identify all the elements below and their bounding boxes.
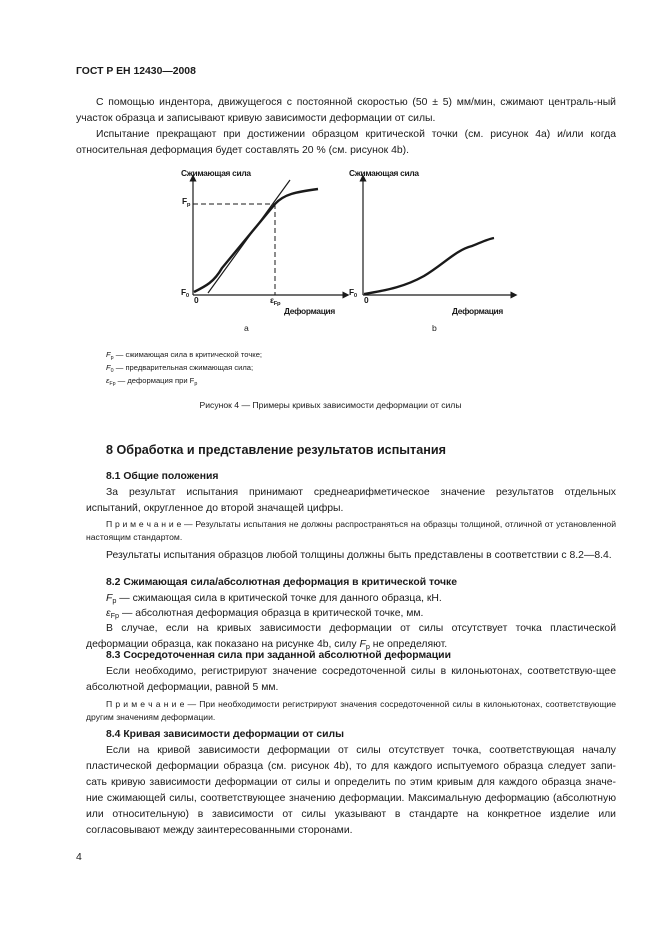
section-8-1-title: 8.1 Общие положения [106,471,219,482]
legend-item-fp: $F_p$ — сжимающая сила в критической точке; [106,350,263,361]
fp-label: $F_p$ [182,196,191,208]
intro-paragraph-1: С помощью индентора, движущегося с постоянной скоростью (50 ± 5) мм/мин, сжимают централь-ный участок образца и записывают кривую зависимости деформации от силы. [76,97,616,124]
legend-item-f0: $F_0$ — предварительная сжимающая сила; [106,363,254,374]
x-axis-label: Деформация [284,306,335,316]
section-8-2-paragraph: В случае, если на кривых зависимости деформации от силы отсутствует точка пластической деформации образца, как показано на рисунке 4b, силу $F_p$ не определяют. [86,623,616,651]
origin-label: 0 [364,295,369,305]
document-id: ГОСТ Р ЕН 12430—2008 [76,66,196,77]
intro-paragraph-2: Испытание прекращают при достижении образцом критической точки (см. рисунок 4а) и/или когда относительная деформация будет составлять 20 % (см. рисунок 4b). [76,129,616,156]
section-8-3-note: П р и м е ч а н и е — При необходимости регистрируют значения сосредоточенной силы в килоньютонах, соответствующие другим значениям деформации. [86,699,617,722]
legend-item-eps: $\varepsilon_{Fp}$ — деформация при $F_p$ [106,376,198,387]
section-8-2-title: 8.2 Сжимающая сила/абсолютная деформация в критической точке [106,577,458,588]
eps-label: $\varepsilon_{Fp}$ [270,295,281,307]
figure-4b [344,168,524,338]
section-8-3-paragraph: Если необходимо, регистрируют значение сосредоточенной силы в килоньютонах, соответствую-щее абсолютной деформации, равной 5 мм. [86,666,616,693]
figure-4b-caption: b [432,323,437,333]
figure-caption: Рисунок 4 — Примеры кривых зависимости деформации от силы [199,400,462,410]
y-axis-label: Сжимающая сила [349,168,419,178]
x-axis-label: Деформация [452,306,503,316]
section-8-4-paragraph: Если на кривой зависимости деформации от силы отсутствует точка, соответствующая началу пластической деформации образца (см. рисунок 4b), то для каждого испытуемого образца следует запи-сать кривую зависимости деформации от силы и определить по этим кривым для каждого образца значе-ние сжимающей силы, соответствующее значению деформации. Максимальную деформацию (абсолютную или относительную) в зависимости от силы указывают в стандарте на конкретное изделие или согласовывают между заинтересованными сторонами. [86,745,616,836]
force-deformation-curve-b [364,238,494,294]
figure-4a-caption: a [244,323,249,333]
origin-label: 0 [194,295,199,305]
section-8-1-paragraph-2: Результаты испытания образцов любой толщины должны быть представлены в соответствии с 8.2—8.4. [106,550,612,561]
section-8-1-note: П р и м е ч а н и е — Результаты испытания не должны распространяться на образцы толщиной, отличной от установленной настоящим стандартом. [86,519,616,542]
section-8-3-title: 8.3 Сосредоточенная сила при заданной абсолютной деформации [106,650,451,661]
figure-4a [176,168,356,338]
section-8-2-line-2: $\varepsilon_{Fp}$ — абсолютная деформация образца в критической точке, мм. [106,608,424,620]
section-8-1-paragraph-1: За результат испытания принимают среднеарифметическое значение результатов отдельных испытаний, округленное до второй значащей цифры. [86,487,616,514]
section-8-2-line-1: $F_p$ — сжимающая сила в критической точке для данного образца, кН. [106,593,442,605]
f0-label: $F_0$ [181,287,189,299]
page-number: 4 [76,852,82,863]
y-axis-label: Сжимающая сила [181,168,251,178]
section-8-4-title: 8.4 Кривая зависимости деформации от силы [106,729,345,740]
f0-label: $F_0$ [349,287,357,299]
section-8-title: 8 Обработка и представление результатов испытания [106,443,446,457]
